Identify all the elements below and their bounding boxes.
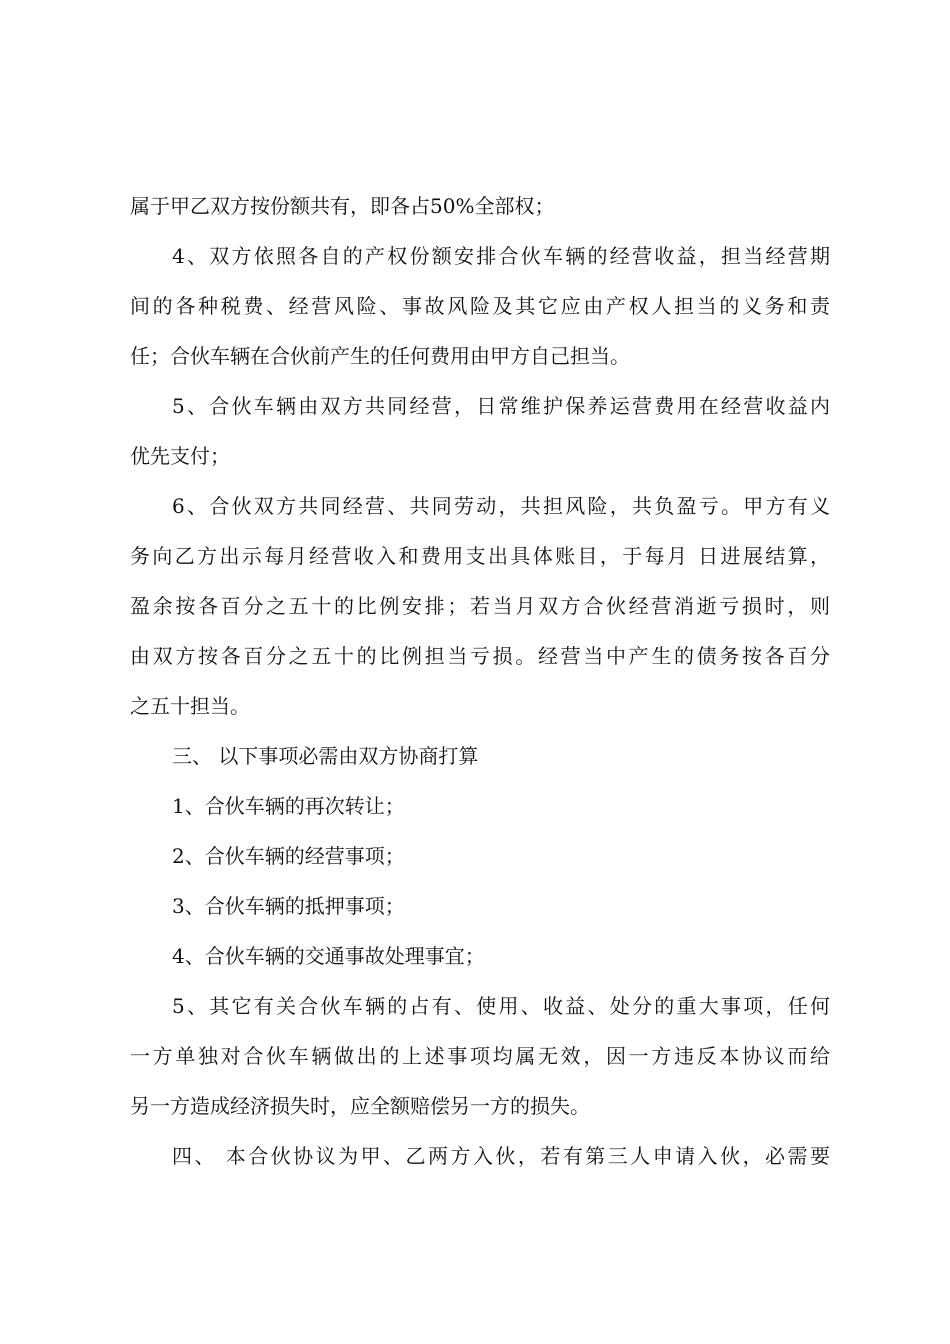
text-line: 另一方造成经济损失时，应全额赔偿另一方的损失。	[130, 1094, 590, 1118]
text-line: 由双方按各百分之五十的比例担当亏损。经营当中产生的债务按各百分	[130, 644, 830, 668]
section-heading: 三、 以下事项必需由双方协商打算	[172, 744, 479, 768]
text-line: 任；合伙车辆在合伙前产生的任何费用由甲方自己担当。	[130, 344, 630, 368]
text-line: 5、合伙车辆由双方共同经营，日常维护保养运营费用在经营收益内	[172, 394, 830, 418]
list-item: 3、合伙车辆的抵押事项；	[172, 894, 405, 918]
text-line: 属于甲乙双方按份额共有，即各占50%全部权；	[130, 194, 555, 218]
text-line: 优先支付；	[130, 444, 230, 468]
list-item: 4、合伙车辆的交通事故处理事宜；	[172, 944, 485, 968]
text-line: 6、合伙双方共同经营、共同劳动，共担风险，共负盈亏。甲方有义	[172, 494, 830, 518]
text-line: 一方单独对合伙车辆做出的上述事项均属无效，因一方违反本协议而给	[130, 1044, 830, 1068]
text-line: 之五十担当。	[130, 694, 250, 718]
list-item: 1、合伙车辆的再次转让；	[172, 794, 405, 818]
text-line: 4、双方依照各自的产权份额安排合伙车辆的经营收益，担当经营期	[172, 244, 830, 268]
text-line: 务向乙方出示每月经营收入和费用支出具体账目，于每月 日进展结算，	[130, 544, 830, 568]
document-body	[130, 181, 830, 1181]
text-line: 间的各种税费、经营风险、事故风险及其它应由产权人担当的义务和责	[130, 294, 830, 318]
section-heading: 四、 本合伙协议为甲、乙两方入伙，若有第三人申请入伙，必需要	[172, 1144, 830, 1168]
text-line: 盈余按各百分之五十的比例安排；若当月双方合伙经营消逝亏损时，则	[130, 594, 830, 618]
text-line: 5、其它有关合伙车辆的占有、使用、收益、处分的重大事项，任何	[172, 994, 830, 1018]
list-item: 2、合伙车辆的经营事项；	[172, 844, 405, 868]
